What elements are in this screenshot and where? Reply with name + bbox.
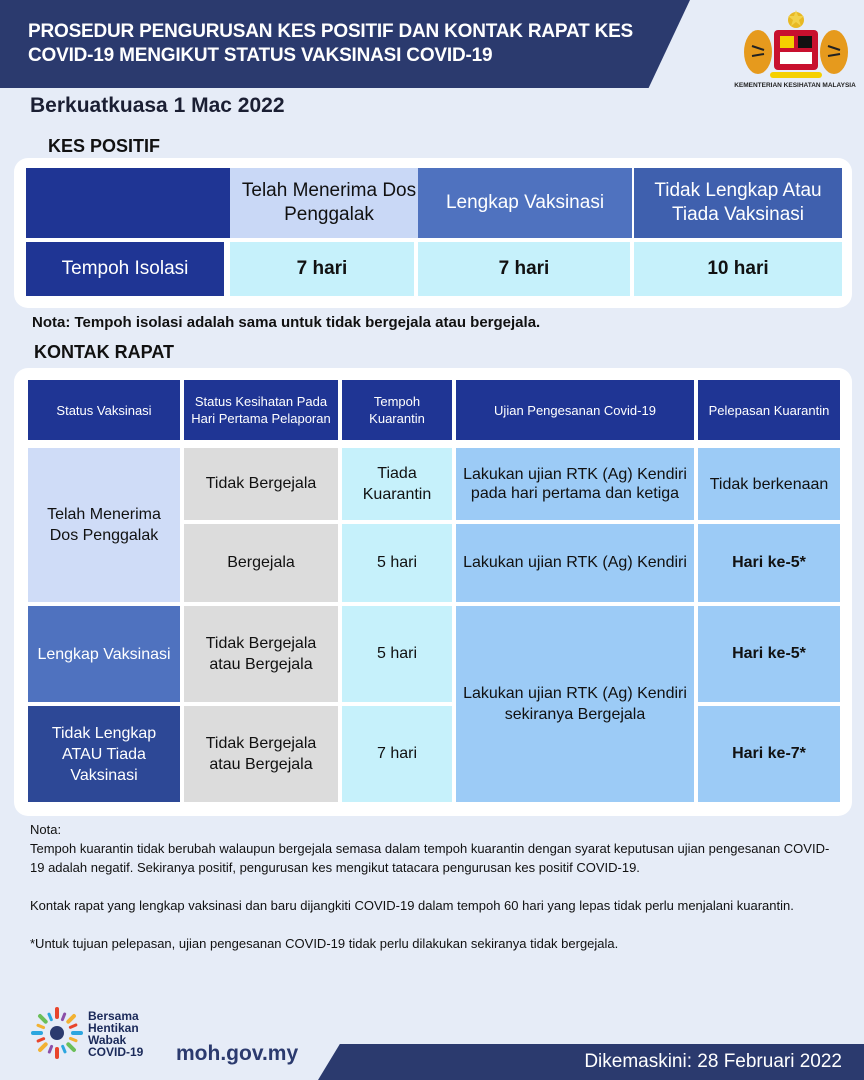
campaign-line-3: Wabak	[88, 1033, 127, 1047]
campaign-line-2: Hentikan	[88, 1021, 139, 1035]
updated-date: Dikemaskini: 28 Februari 2022	[584, 1051, 842, 1072]
kes-col-header-tidak-lengkap: Tidak Lengkap Atau Tiada Vaksinasi	[634, 168, 842, 238]
website-link[interactable]: moh.gov.my	[176, 1042, 299, 1065]
kr-row4-tempoh: 7 hari	[342, 706, 452, 802]
kes-positif-title: KES POSITIF	[48, 136, 161, 156]
kr-row4-pelepasan: Hari ke-7*	[698, 706, 840, 802]
kes-value-tidak-lengkap: 10 hari	[634, 242, 842, 296]
notes-heading: Nota:	[30, 822, 62, 837]
campaign-sunburst-icon	[30, 1006, 84, 1060]
kes-col-header-lengkap: Lengkap Vaksinasi	[418, 168, 632, 238]
note-paragraph-3: *Untuk tujuan pelepasan, ujian pengesanan COVID-19 tidak perlu dilakukan sekiranya tidak bergejala.	[30, 936, 619, 951]
note-paragraph-2: Kontak rapat yang lengkap vaksinasi dan baru dijangkiti COVID-19 dalam tempoh 60 hari yang lepas tidak perlu menjalani kuarantin.	[30, 898, 794, 913]
kr-row2-pelepasan: Hari ke-5*	[698, 524, 840, 602]
effective-date: Berkuatkuasa 1 Mac 2022	[30, 94, 285, 117]
kontak-rapat-panel	[14, 368, 852, 816]
note-paragraph-1: Tempoh kuarantin tidak berubah walaupun bergejala semasa dalam tempoh kuarantin dengan syarat keputusan ujian pengesanan COVID-19 adalah negatif. Sekiranya positif, pengurusan kes mengikut tatacara pengurusan kes positif COVID-19.	[30, 841, 830, 875]
campaign-text	[88, 1010, 143, 1058]
kr-group-tidak-lengkap: Tidak Lengkap ATAU Tiada Vaksinasi	[28, 706, 180, 802]
kr-row2-tempoh: 5 hari	[342, 524, 452, 602]
kr-header-ujian: Ujian Pengesanan Covid-19	[456, 380, 694, 440]
kes-row-label-tempoh-isolasi: Tempoh Isolasi	[26, 242, 224, 296]
kr-header-tempoh-kuarantin: Tempoh Kuarantin	[342, 380, 452, 440]
page-title: PROSEDUR PENGURUSAN KES POSITIF DAN KONTAK RAPAT KES COVID-19 MENGIKUT STATUS VAKSINASI COVID-19	[28, 21, 634, 66]
kr-header-status-kesihatan: Status Kesihatan Pada Hari Pertama Pelaporan	[184, 380, 338, 440]
kr-header-status-vaksinasi: Status Vaksinasi	[28, 380, 180, 440]
kr-header-pelepasan: Pelepasan Kuarantin	[698, 380, 840, 440]
kr-row3-status: Tidak Bergejala atau Bergejala	[184, 606, 338, 702]
kr-group-dos-penggalak: Telah Menerima Dos Penggalak	[28, 448, 180, 602]
kr-merged-ujian: Lakukan ujian RTK (Ag) Kendiri sekiranya Bergejala	[456, 606, 694, 802]
kr-row3-pelepasan: Hari ke-5*	[698, 606, 840, 702]
kr-row2-ujian: Lakukan ujian RTK (Ag) Kendiri	[456, 524, 694, 602]
kr-row2-status: Bergejala	[184, 524, 338, 602]
campaign-line-1: Bersama	[88, 1009, 139, 1023]
kr-row4-status: Tidak Bergejala atau Bergejala	[184, 706, 338, 802]
kr-row1-tempoh: Tiada Kuarantin	[342, 448, 452, 520]
kes-value-dos-penggalak: 7 hari	[230, 242, 414, 296]
kp-corner-cell	[26, 168, 234, 238]
kr-row1-pelepasan: Tidak berkenaan	[698, 448, 840, 520]
kes-value-lengkap: 7 hari	[418, 242, 630, 296]
kes-col-header-dos-penggalak: Telah Menerima Dos Penggalak	[230, 168, 428, 238]
campaign-line-4: COVID-19	[88, 1045, 144, 1059]
kontak-rapat-title: KONTAK RAPAT	[34, 342, 174, 362]
kr-row1-status: Tidak Bergejala	[184, 448, 338, 520]
logo-caption: KEMENTERIAN KESIHATAN MALAYSIA	[734, 82, 856, 89]
notes-section	[30, 820, 840, 972]
kes-positif-panel	[14, 158, 852, 308]
kes-positif-note: Nota: Tempoh isolasi adalah sama untuk tidak bergejala atau bergejala.	[32, 314, 541, 331]
kr-row3-tempoh: 5 hari	[342, 606, 452, 702]
kr-row1-ujian: Lakukan ujian RTK (Ag) Kendiri pada hari pertama dan ketiga	[456, 448, 694, 520]
kr-group-lengkap: Lengkap Vaksinasi	[28, 606, 180, 702]
